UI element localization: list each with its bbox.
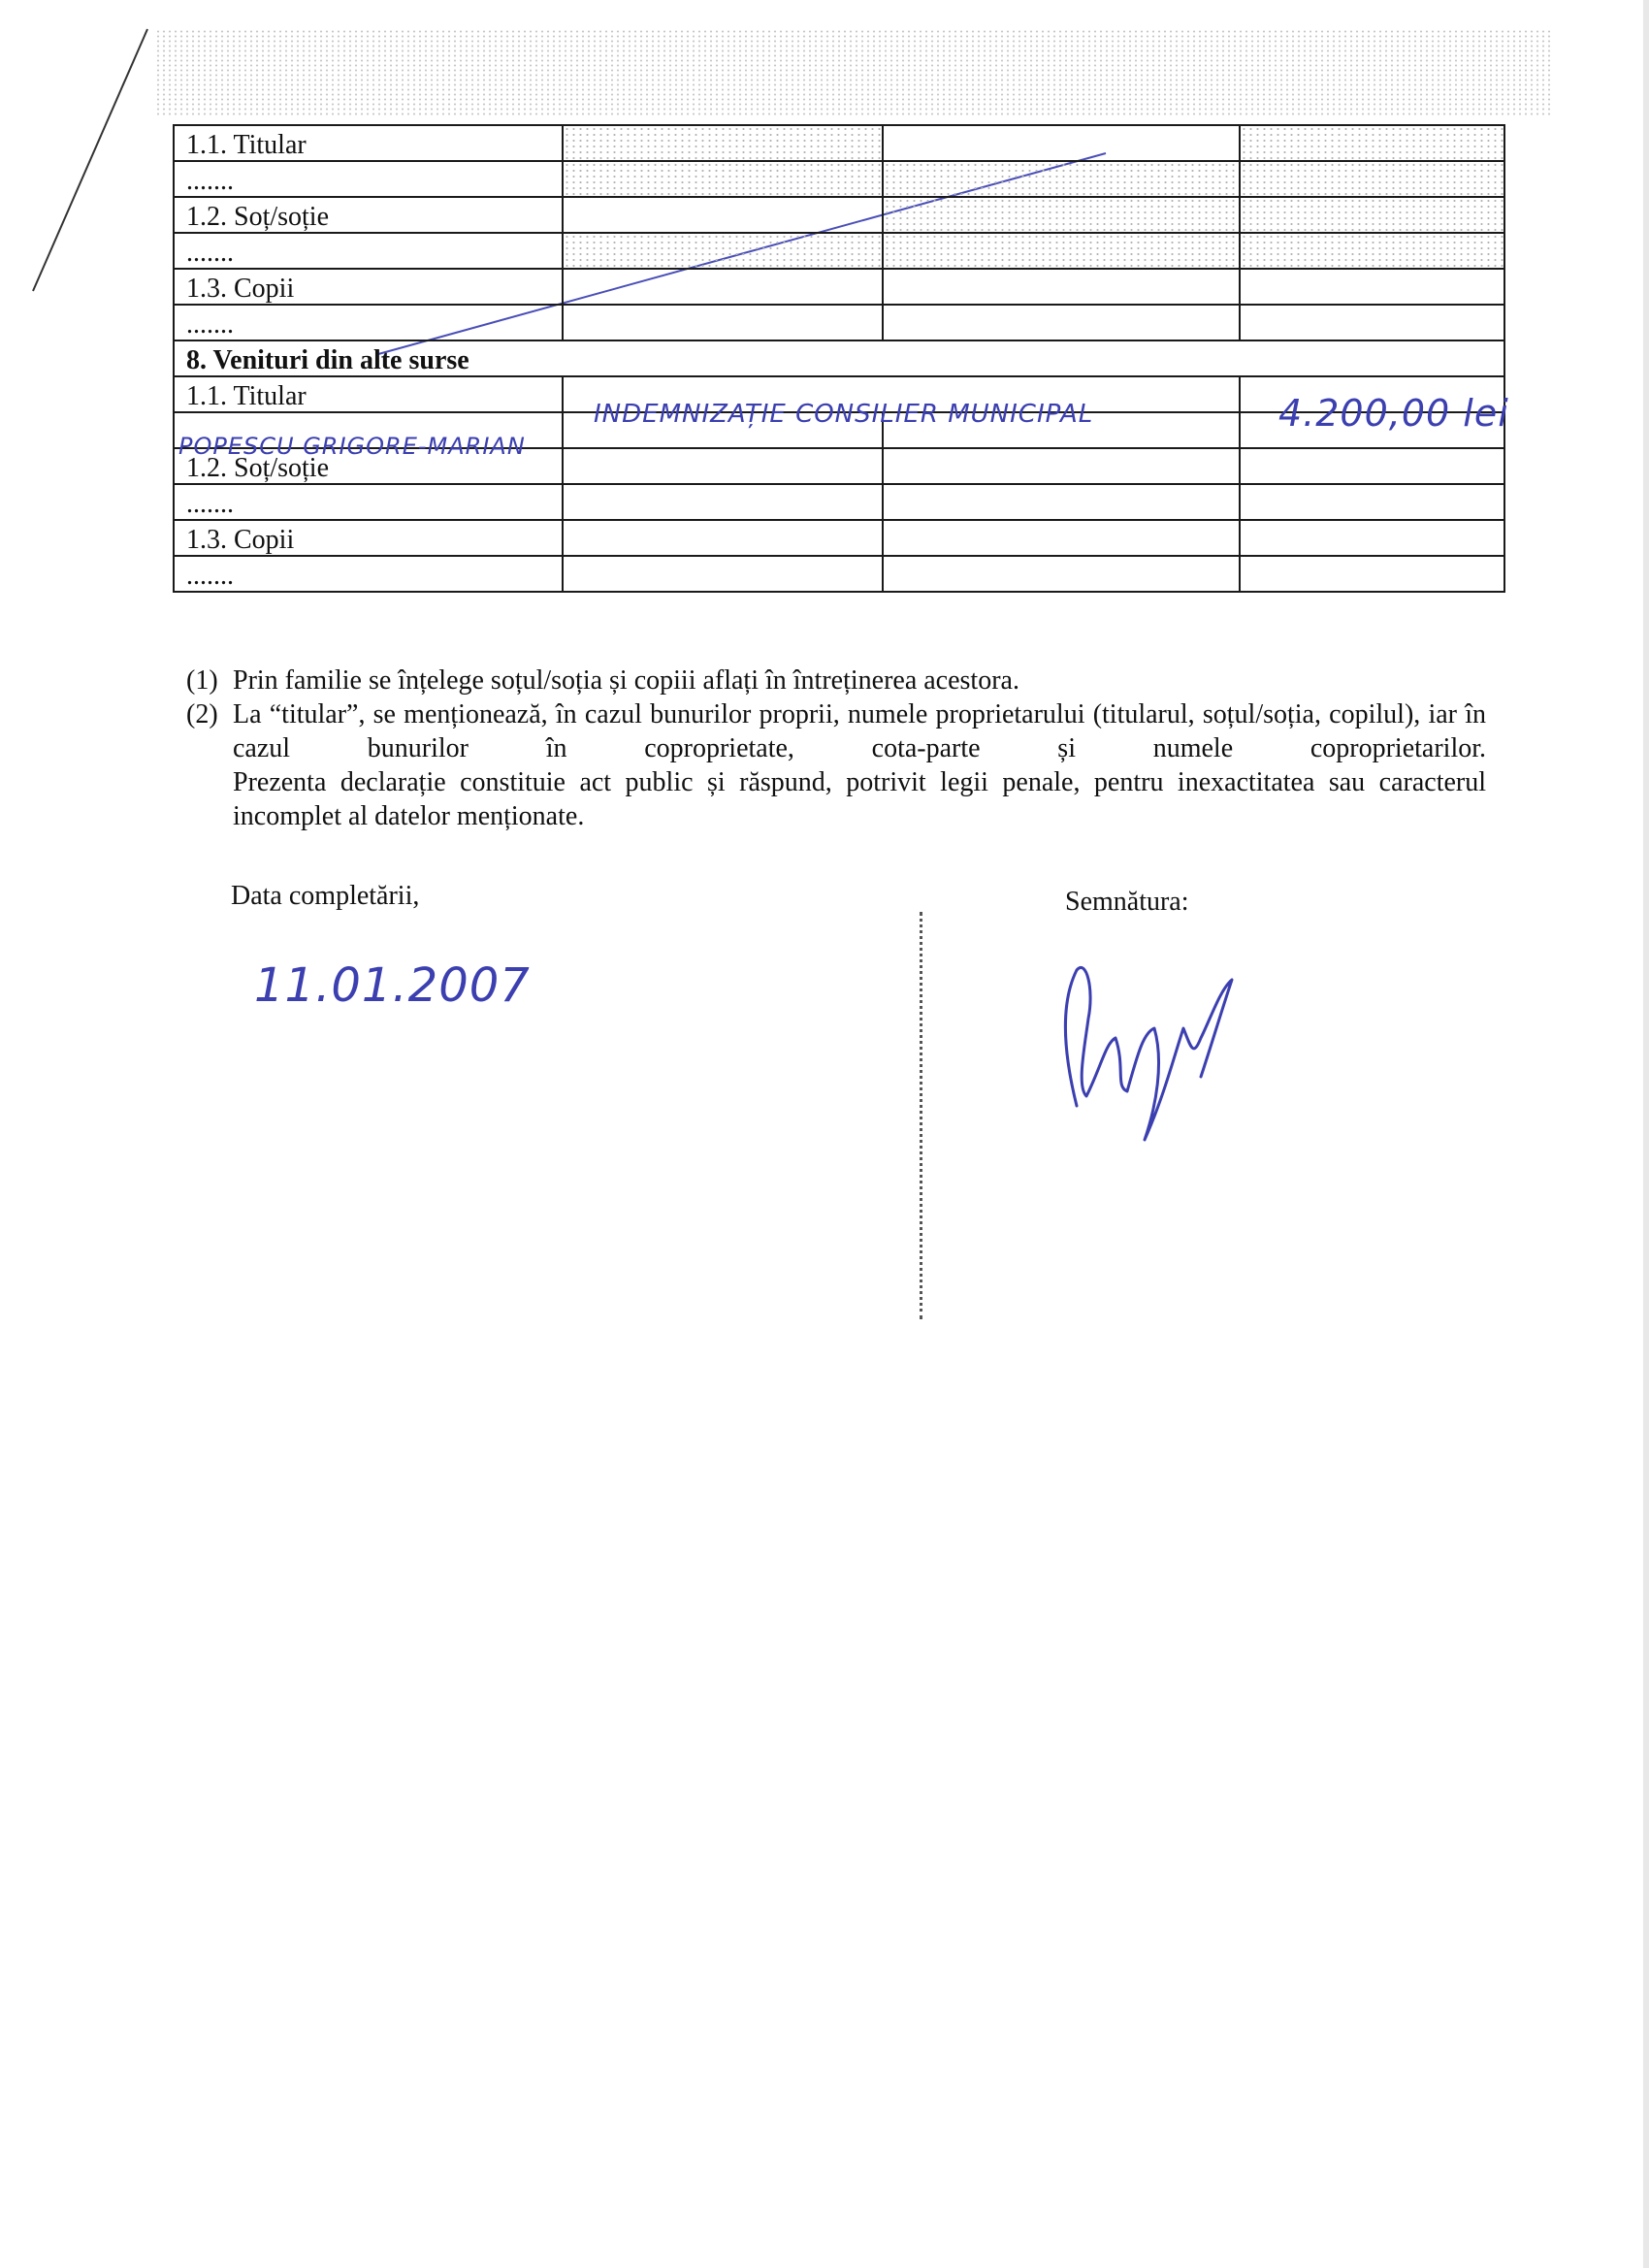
table-row [174, 520, 1504, 556]
table-row [174, 197, 1504, 233]
fold-line [920, 912, 922, 1319]
table-row [174, 233, 1504, 269]
signature-label: Semnătura: [1065, 887, 1189, 917]
row-label: 1.3. Copii [174, 269, 563, 305]
date-label: Data completării, [231, 881, 420, 911]
table-row [174, 161, 1504, 197]
income-table [173, 124, 1505, 593]
row-label: 1.2. Soț/soție [174, 197, 563, 233]
date-handwritten: 11.01.2007 [254, 958, 531, 1013]
row-label: ....... [174, 233, 563, 269]
row-label: ....... [174, 305, 563, 340]
note-item: (1) Prin familie se înțelege soțul/soția și copiii aflați în întreținerea acestora. [186, 665, 1019, 696]
table-row [174, 269, 1504, 305]
row-label: ....... [174, 556, 563, 592]
section-header [174, 340, 1504, 376]
declaration-text: Prezenta declarație constituie act public și răspund, potrivit legii penale, pentru inexactitatea sau caracterul incomplet al datelor menționate. [233, 767, 1486, 831]
row-label: ....... [174, 161, 563, 197]
table-row [174, 556, 1504, 592]
section-title: 8. Venituri din alte surse [174, 340, 1504, 376]
notes [186, 664, 1486, 833]
row-label: 1.3. Copii [174, 520, 563, 556]
signature [1048, 951, 1271, 1145]
income-amount-handwritten: 4.200,00 lei [1278, 392, 1509, 435]
table-row [174, 305, 1504, 340]
note-item: (2) La “titular”, se menționează, în cazul bunurilor proprii, numele proprietarului (titularul, soțul/soția, copilul), iar în cazul bunurilor în coproprietate, cota-parte și numele coproprietarilor. [186, 699, 1486, 763]
table-row [174, 484, 1504, 520]
row-label: 1.1. Titular [174, 376, 563, 412]
table-row [174, 125, 1504, 161]
row-label: 1.1. Titular [174, 125, 563, 161]
row-label: 1.2. Soț/soție [174, 448, 563, 484]
row-label: ....... [174, 484, 563, 520]
holder-name-handwritten: POPESCU GRIGORE-MARIAN [178, 433, 526, 460]
income-source-handwritten: INDEMNIZAȚIE CONSILIER MUNICIPAL [594, 400, 1094, 429]
